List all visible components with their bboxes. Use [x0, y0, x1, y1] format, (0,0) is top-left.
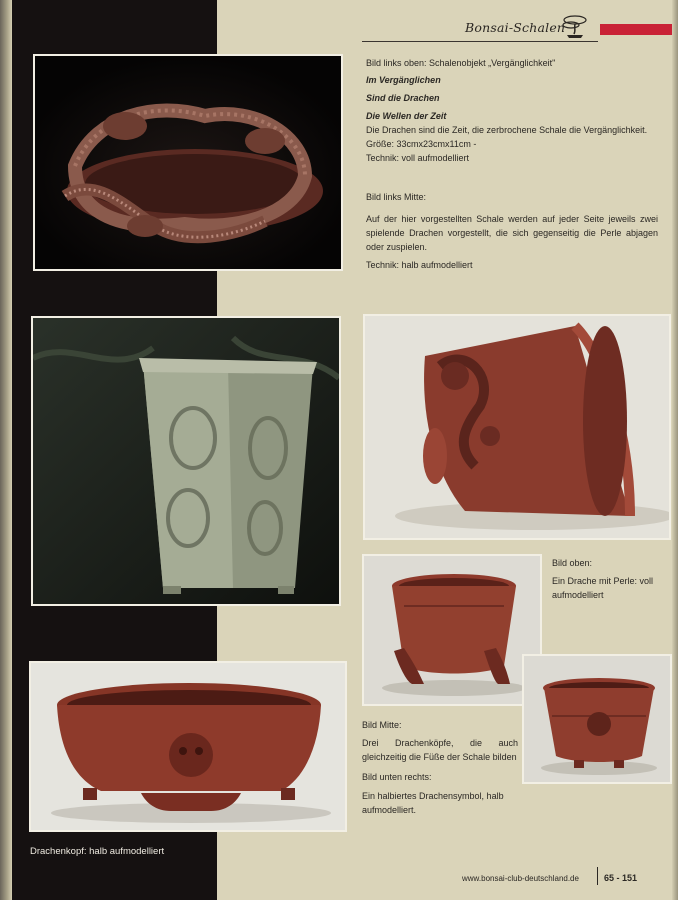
- poem-line-2: Sind die Drachen: [366, 93, 440, 103]
- caption-oben: [552, 556, 662, 606]
- photo-small-emblem-pot: [522, 654, 672, 784]
- section-title: Bonsai-Schalen: [465, 20, 566, 35]
- caption-top-line1: Bild links oben: Schalenobjekt „Vergänglichkeit": [366, 58, 556, 68]
- bonsai-tree-icon: [560, 10, 590, 40]
- caption-unten-body: Ein halbiertes Drachensymbol, halb aufmodelliert.: [362, 791, 504, 815]
- caption-mid: [366, 190, 658, 276]
- caption-mitte-unten: [362, 718, 518, 821]
- header-rule: [362, 41, 598, 42]
- caption-bottom-left: Drachenkopf: halb aufmodelliert: [30, 846, 165, 857]
- poem-line-1: Im Vergänglichen: [366, 75, 441, 85]
- caption-mitte-heading: Bild Mitte:: [362, 720, 402, 730]
- page-spine: [0, 0, 12, 900]
- page-number: 65 - 151: [604, 873, 638, 883]
- poem-line-3: Die Wellen der Zeit: [366, 111, 447, 121]
- caption-mid-heading: Bild links Mitte:: [366, 192, 427, 202]
- footer-separator: [597, 867, 598, 885]
- photo-tilted-dragon-pot: [363, 314, 671, 540]
- accent-bar: [600, 24, 672, 35]
- photo-round-pot-dragon-feet: [362, 554, 542, 706]
- caption-top: [366, 56, 656, 165]
- photo-dragon-ring-vessel: [33, 54, 343, 271]
- caption-top-technique: Technik: voll aufmodelliert: [366, 153, 470, 163]
- caption-mitte-body: Drei Drachenköpfe, die auch gleichzeitig die Füße der Schale bilden: [362, 738, 518, 762]
- footer-url[interactable]: www.bonsai-club-deutschland.de: [462, 874, 579, 883]
- photo-oval-pot-dragon-head: [29, 661, 347, 832]
- page-edge: [672, 0, 678, 900]
- photo-tall-green-pot: [31, 316, 341, 606]
- caption-unten-heading: Bild unten rechts:: [362, 772, 432, 782]
- caption-mid-body: Auf der hier vorgestellten Schale werden auf jeder Seite jeweils zwei spielende Drachen vorgestellt, die sich gegenseitig die Perle abjagen oder zuspielen.: [366, 214, 658, 252]
- caption-mid-technique: Technik: halb aufmodelliert: [366, 260, 473, 270]
- caption-oben-heading: Bild oben:: [552, 558, 593, 568]
- caption-top-body: Die Drachen sind die Zeit, die zerbrochene Schale die Vergänglichkeit. Größe: 33cmx23cmx11cm -: [366, 125, 648, 149]
- caption-oben-body: Ein Drache mit Perle: voll aufmodelliert: [552, 576, 654, 600]
